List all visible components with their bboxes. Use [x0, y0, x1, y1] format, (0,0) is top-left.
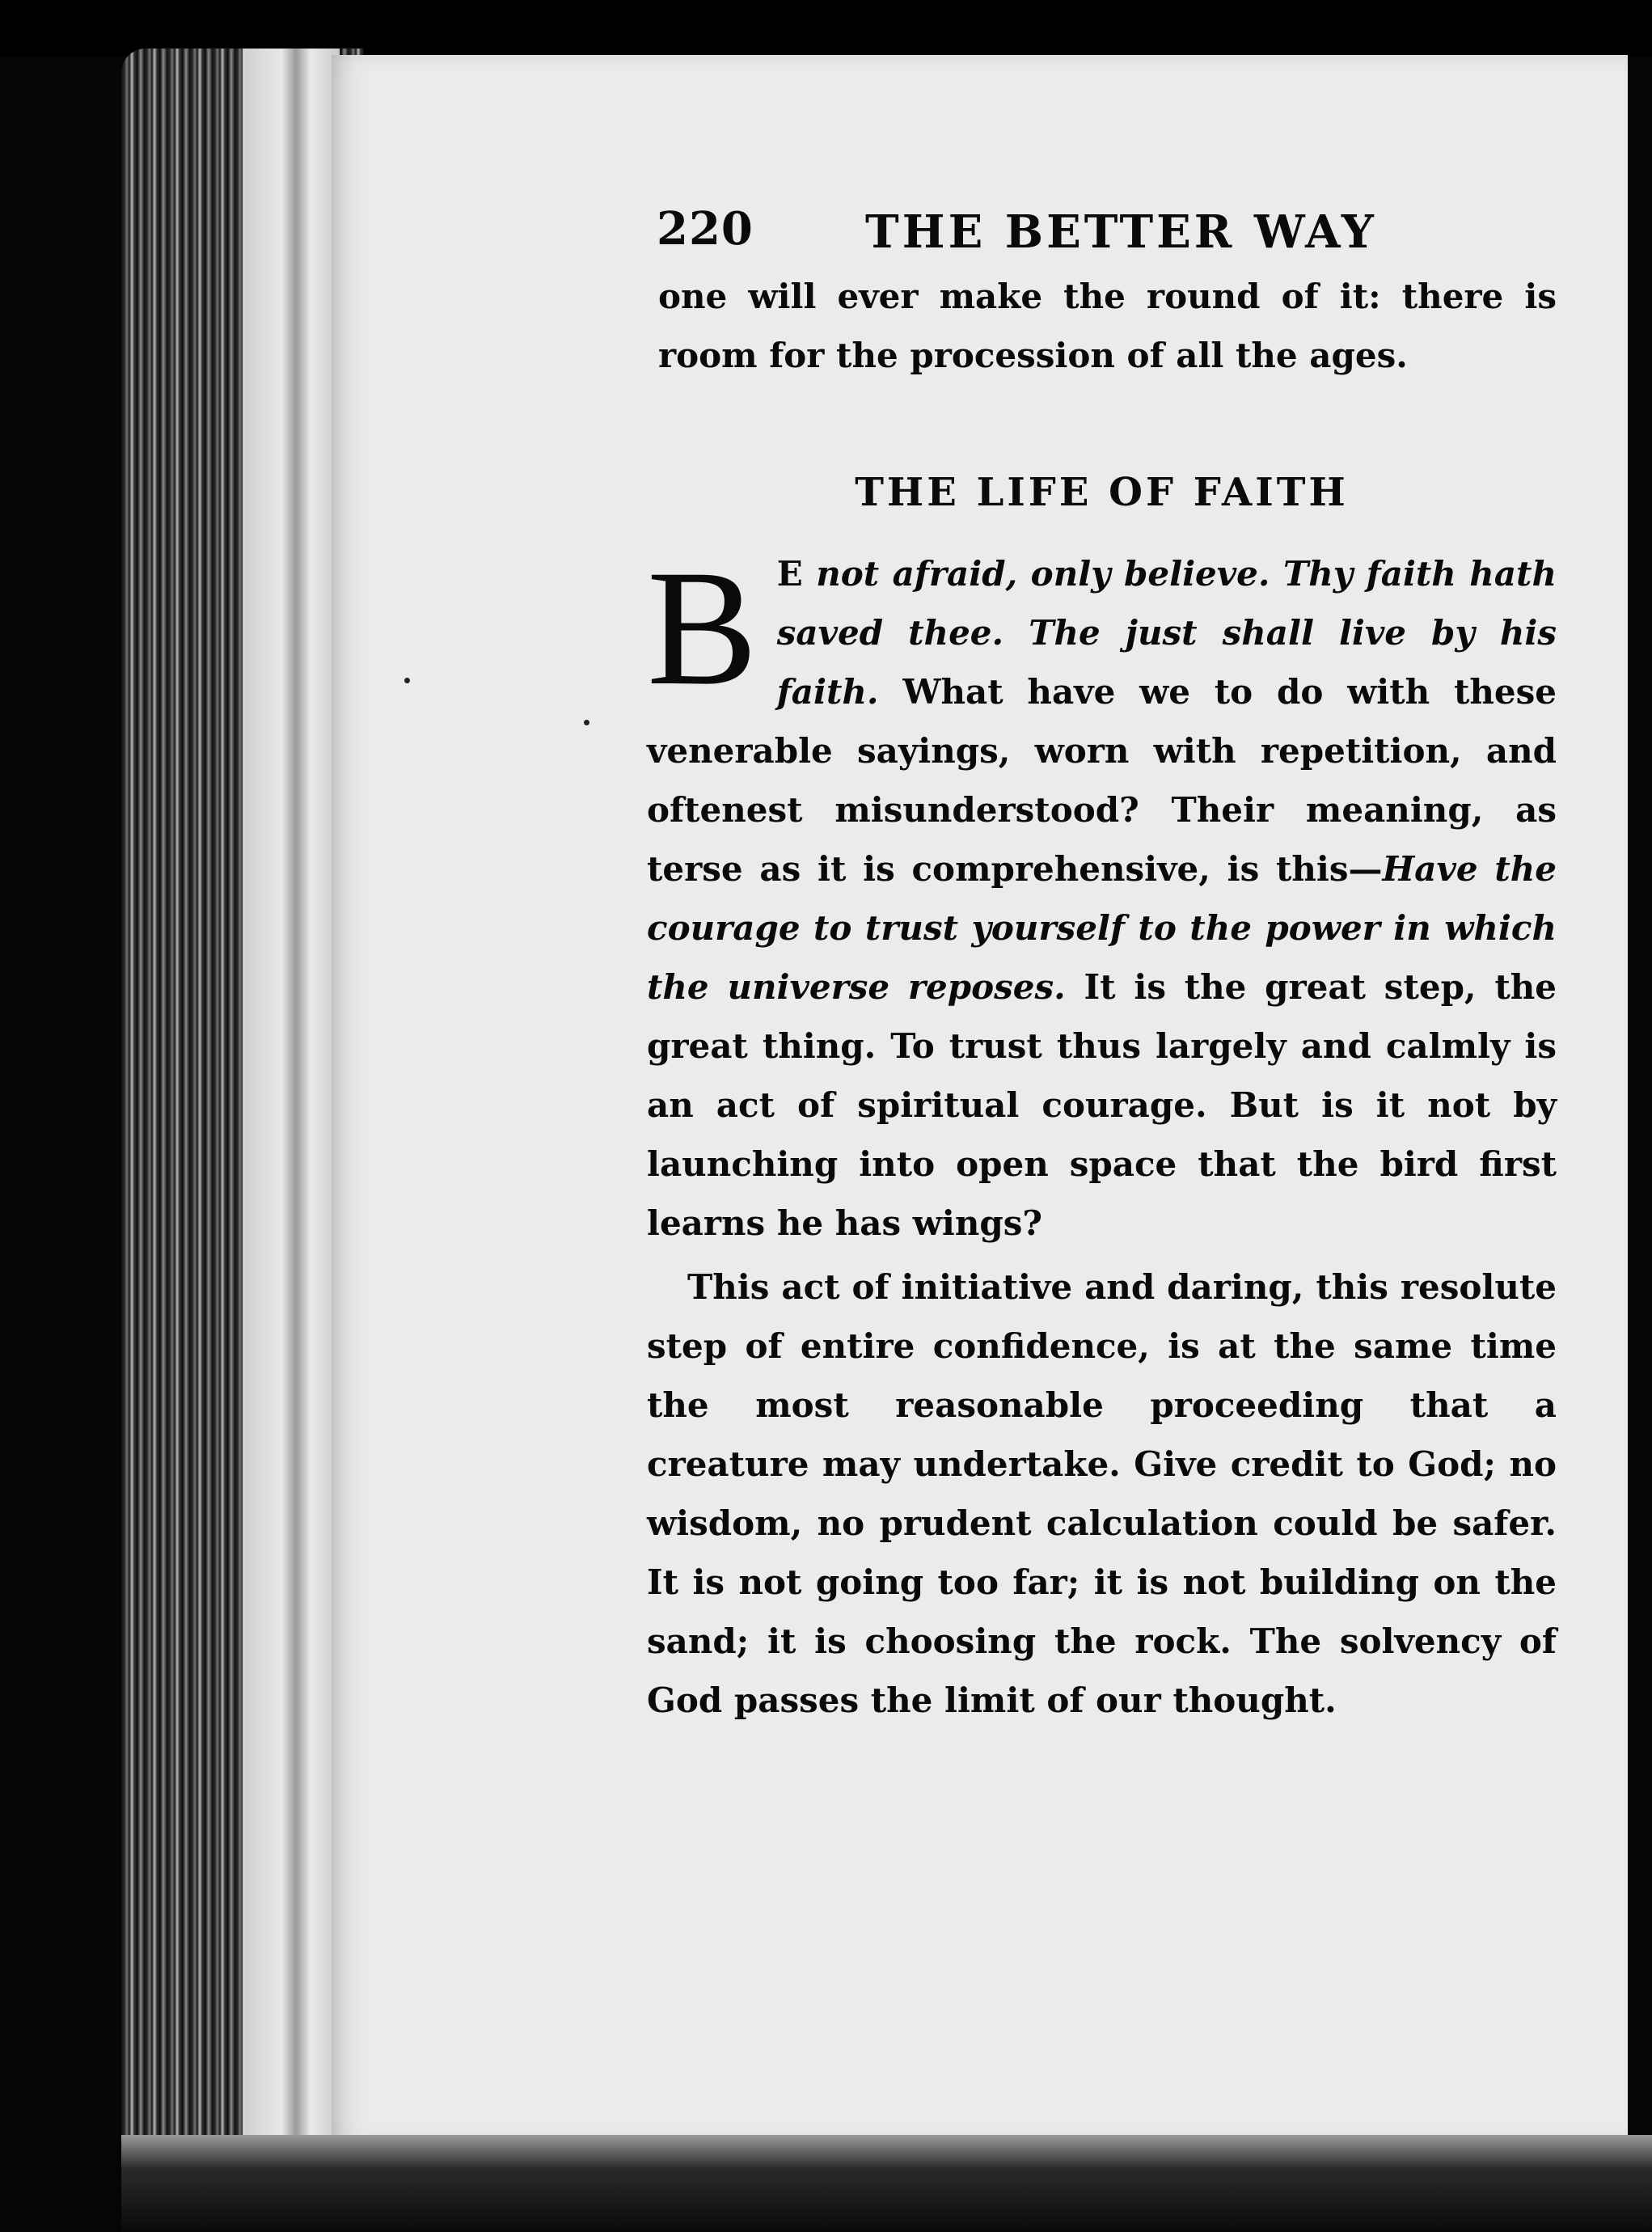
paragraph-1-segment: E [776, 554, 817, 594]
paragraph-1-italic-segment: Have the courage to trust yourself to the power in which the universe reposes. [647, 849, 1557, 1007]
paragraph-1-segment: What have we to do with these venerable sayings, worn with repetition, and oftenest misunderstood? Their meaning, as terse as it is comprehensive, is this— [647, 672, 1557, 889]
page-number: 220 [657, 202, 754, 256]
page-gutter-shadow [243, 49, 340, 2151]
paragraph-1-italic-segment: not afraid, only believe. Thy faith hath saved thee. The just shall live by his faith. [776, 554, 1557, 712]
running-head [647, 194, 1557, 267]
ink-speck [404, 678, 410, 683]
paragraph-1 [647, 536, 1557, 1253]
running-title: THE BETTER WAY [865, 205, 1377, 259]
page-text [647, 194, 1557, 1730]
carryover-paragraph: one will ever make the round of it: there is room for the procession of all the ages. [658, 277, 1557, 375]
paragraph-2: This act of initiative and daring, this resolute step of entire confidence, is at the same time the most reasonable proceeding that a creature may undertake. Give credit to God; no wisdom, no prudent calculation could be safer. It is not going too far; it is not building on the sand; it is choosing the rock. The solvency of God passes the limit of our thought. [647, 1267, 1557, 1720]
drop-cap: B [647, 536, 758, 720]
ink-speck [584, 720, 589, 725]
section-title: THE LIFE OF FAITH [855, 470, 1349, 515]
paragraph-1-segment: It is the great step, the great thing. To trust thus largely and calmly is an act of spiritual courage. But is it not by launching into open space that the bird first learns he has wings? [647, 967, 1557, 1243]
scan-bottom-border [121, 2135, 1652, 2232]
